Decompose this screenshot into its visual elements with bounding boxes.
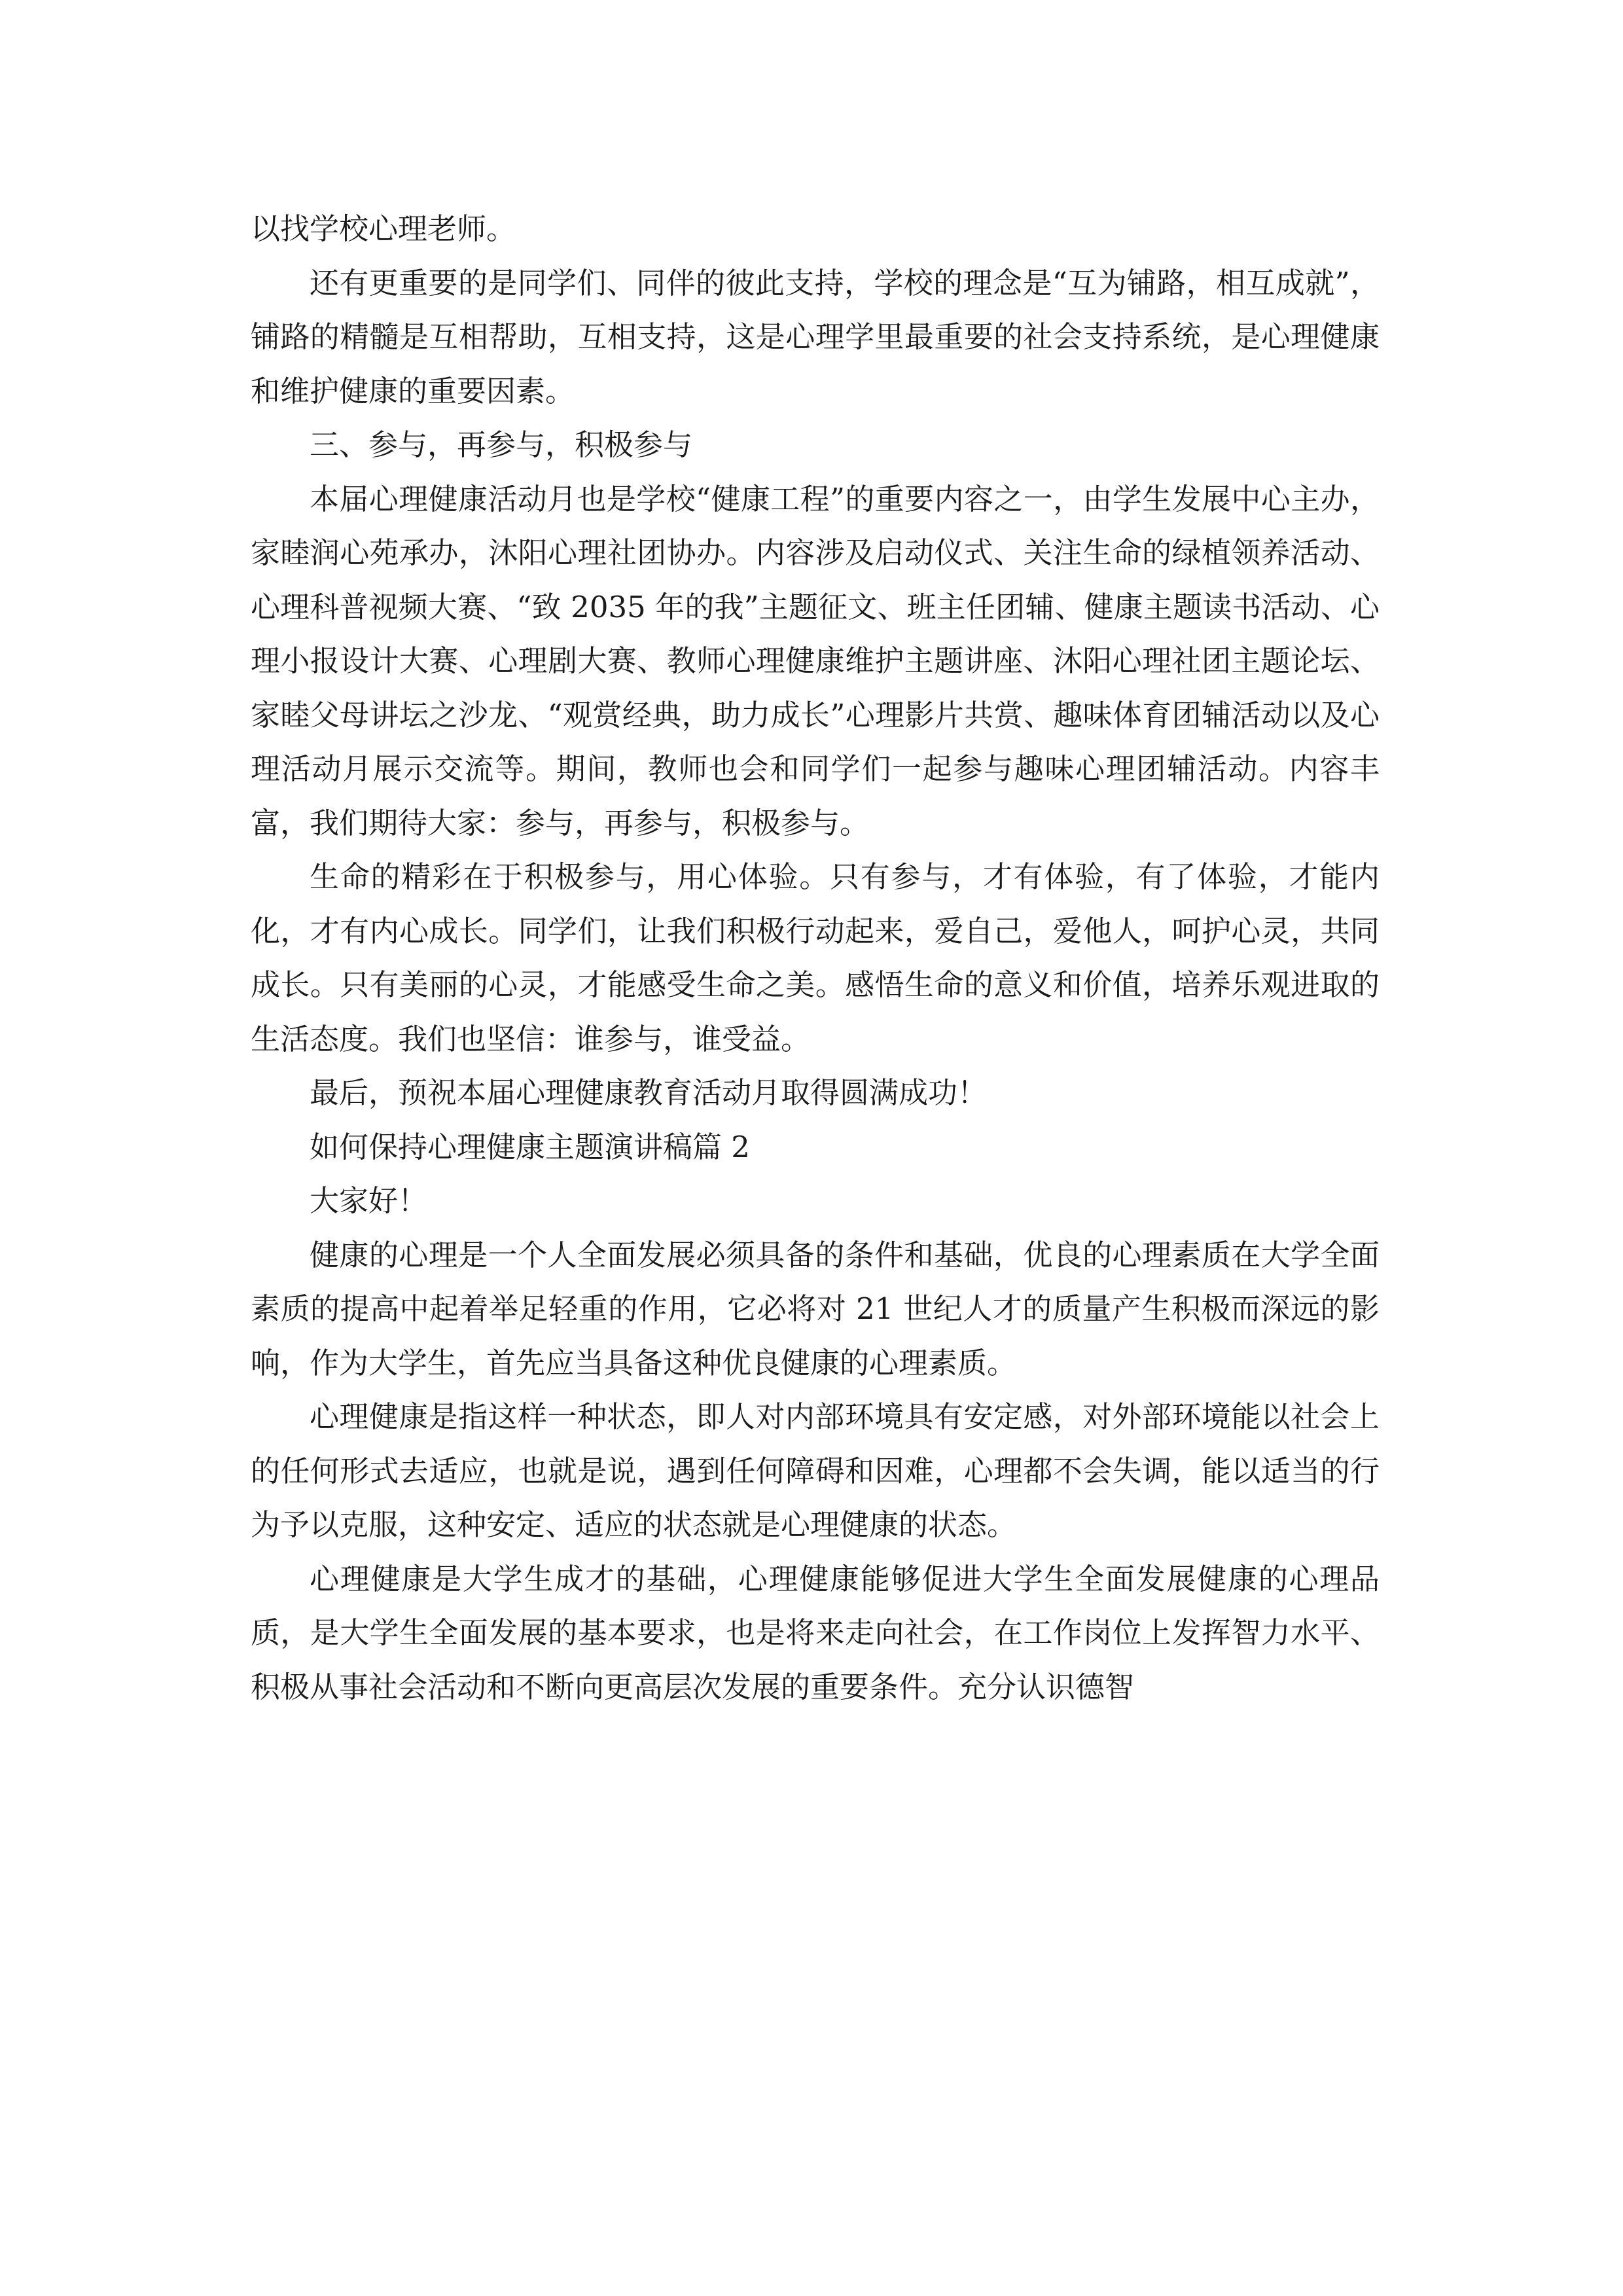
paragraph-5: 生命的精彩在于积极参与，用心体验。只有参与，才有体验，有了体验，才能内化，才有内心成长。同学们，让我们积极行动起来，爱自己，爱他人，呵护心灵，共同成长。只有美丽的心灵，才能感受生命之美。感悟生命的意义和价值，培养乐观进取的生活态度。我们也坚信：谁参与，谁受益。 — [251, 859, 1380, 1056]
paragraph-9: 健康的心理是一个人全面发展必须具备的条件和基础，优良的心理素质在大学全面素质的提高中起着举足轻重的作用，它必将对 21 世纪人才的质量产生积极而深远的影响，作为大学生，首先应当具备这种优良健康的心理素质。 — [251, 1237, 1380, 1380]
paragraph-11: 心理健康是大学生成才的基础，心理健康能够促进大学生全面发展健康的心理品质，是大学生全面发展的基本要求，也是将来走向社会，在工作岗位上发挥智力水平、积极从事社会活动和不断向更高层次发展的重要条件。充分认识德智 — [251, 1561, 1380, 1704]
paragraph-10: 心理健康是指这样一种状态，即人对内部环境具有安定感，对外部环境能以社会上的任何形式去适应，也就是说，遇到任何障碍和因难，心理都不会失调，能以适当的行为予以克服，这种安定、适应的状态就是心理健康的状态。 — [251, 1399, 1380, 1542]
paragraph-6: 最后，预祝本届心理健康教育活动月取得圆满成功！ — [310, 1075, 988, 1110]
paragraph-4: 本届心理健康活动月也是学校“健康工程”的重要内容之一，由学生发展中心主办，家睦润心苑承办，沐阳心理社团协办。内容涉及启动仪式、关注生命的绿植领养活动、心理科普视频大赛、“致 2035 年的我”主题征文、班主任团辅、健康主题读书活动、心理小报设计大赛、心理剧大赛、教师心理健康维护主题讲座、沐阳心理社团主题论坛、家睦父母讲坛之沙龙、“观赏经典，助力成长”心理影片共赏、趣味体育团辅活动以及心理活动月展示交流等。期间，教师也会和同学们一起参与趣味心理团辅活动。内容丰富，我们期待大家：参与，再参与，积极参与。 — [251, 481, 1380, 840]
paragraph-1: 以找学校心理老师。 — [251, 211, 516, 246]
section-heading-3: 三、参与，再参与，积极参与 — [310, 427, 693, 462]
greeting: 大家好！ — [310, 1183, 428, 1218]
document-page — [251, 202, 1380, 1714]
article-title-2: 如何保持心理健康主题演讲稿篇 2 — [310, 1129, 750, 1164]
paragraph-2: 还有更重要的是同学们、同伴的彼此支持，学校的理念是“互为铺路，相互成就”，铺路的精髓是互相帮助，互相支持，这是心理学里最重要的社会支持系统，是心理健康和维护健康的重要因素。 — [251, 265, 1380, 408]
